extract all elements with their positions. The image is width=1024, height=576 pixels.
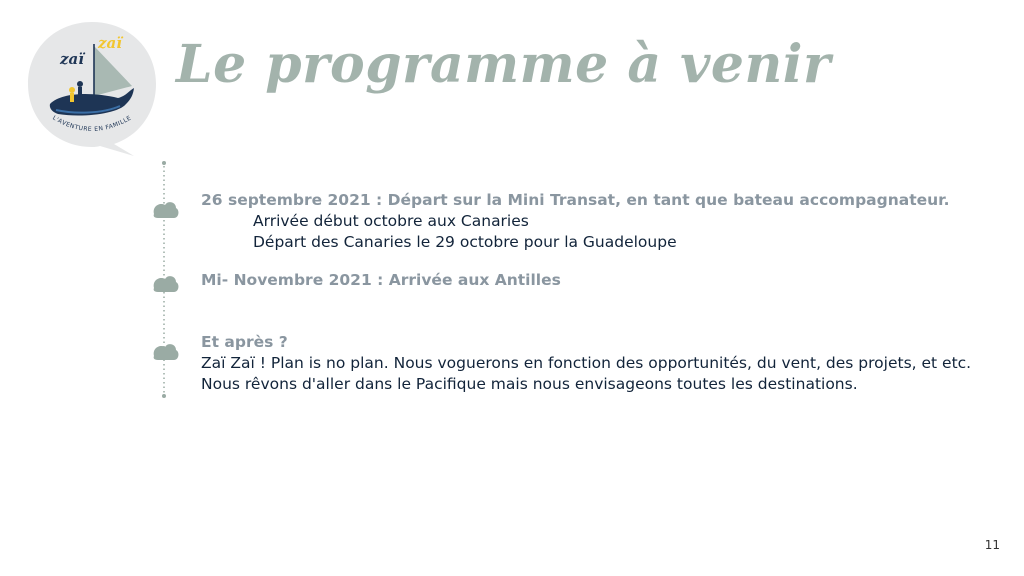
timeline-heading: Mi- Novembre 2021 : Arrivée aux Antilles (201, 271, 561, 289)
timeline-item-antilles (201, 270, 1001, 291)
timeline-heading: 26 septembre 2021 : Départ sur la Mini Transat, en tant que bateau accompagnateur. (201, 191, 950, 209)
timeline-heading: Et après ? (201, 333, 288, 351)
timeline-detail: Nous rêvons d'aller dans le Pacifique mais nous envisageons toutes les destinations. (201, 375, 858, 393)
timeline-line (148, 158, 180, 400)
timeline-detail: Départ des Canaries le 29 octobre pour la Guadeloupe (253, 233, 677, 251)
timeline-cloud-icon (154, 344, 179, 360)
slide-title: Le programme à venir (176, 34, 831, 95)
brand-tagline: L'AVENTURE EN FAMILLE (51, 114, 133, 134)
page-number: 11 (984, 538, 1000, 552)
brand-name-part2: zaï (98, 34, 122, 52)
timeline-cloud-icon (154, 202, 179, 218)
brand-name-part1: zaï (60, 50, 84, 68)
zaizai-logo (22, 18, 162, 158)
timeline-detail: Arrivée début octobre aux Canaries (253, 212, 529, 230)
timeline-item-mini-transat (201, 190, 1001, 253)
timeline-cloud-icon (154, 276, 179, 292)
timeline-detail: Zaï Zaï ! Plan is no plan. Nous voguerons en fonction des opportunités, du vent, des projets, et etc. (201, 354, 972, 372)
timeline-item-after (201, 332, 1001, 395)
